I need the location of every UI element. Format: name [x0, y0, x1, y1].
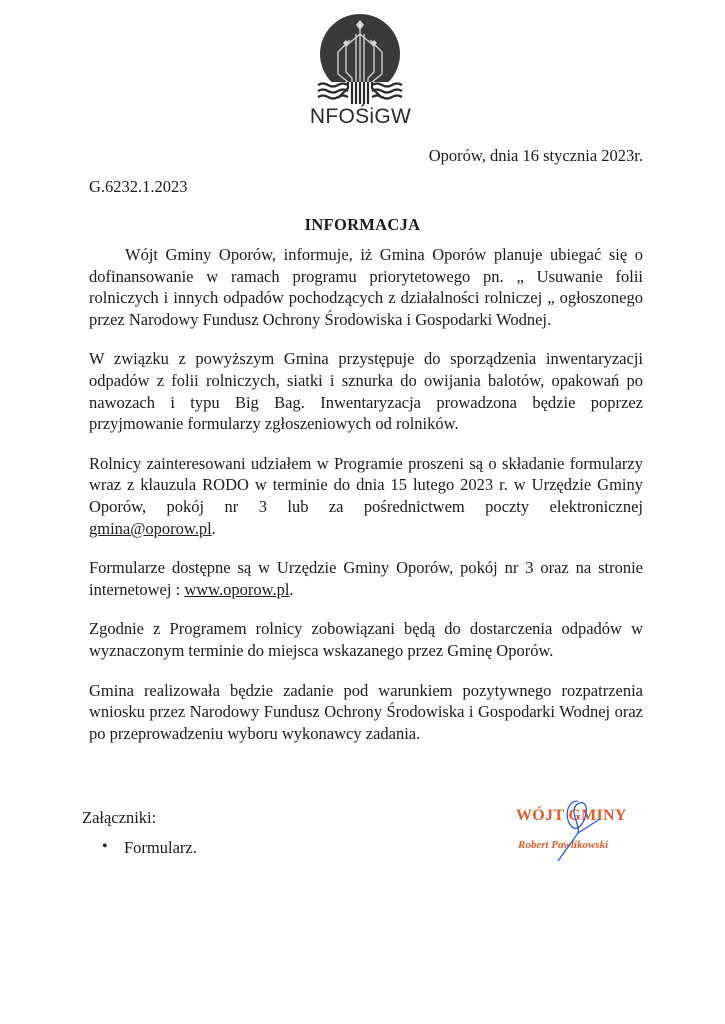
stamp-title: WÓJT GMINY	[516, 807, 627, 824]
date-line: Oporów, dnia 16 stycznia 2023r.	[428, 146, 643, 165]
logo-emblem-icon	[298, 12, 423, 107]
paragraph-3-text: Rolnicy zainteresowani udziałem w Programie proszeni są o składanie formularzy wraz z klauzula RODO w terminie do dnia 15 lutego 2023 r. w Urzędzie Gminy Oporów, pokój nr 3 lub za pośrednictwem poczty elektronicznej	[89, 453, 643, 516]
paragraph-5: Zgodnie z Programem rolnicy zobowiązani będą do dostarczenia odpadów w wyznaczonym terminie do miejsca wskazanego przez Gminę Oporów.	[89, 619, 643, 660]
attachment-item: • Formularz.	[102, 838, 197, 858]
website-link[interactable]: www.oporow.pl	[184, 579, 290, 599]
logo-text: NFOŚiGW	[309, 105, 412, 128]
paragraph-3-end: .	[211, 518, 216, 538]
reference-number: G.6232.1.2023	[89, 177, 188, 196]
signature-icon	[508, 797, 648, 877]
nfosigw-logo	[298, 12, 423, 134]
paragraph-4	[89, 557, 643, 600]
attachments-list	[102, 838, 197, 858]
paragraph-6: Gmina realizowała będzie zadanie pod warunkiem pozytywnego rozpatrzenia wniosku przez Narodowy Fundusz Ochrony Środowiska i Gospodarki Wodnej oraz po przeprowadzeniu wyboru wykonawcy zadania.	[89, 680, 643, 743]
document-body	[89, 244, 643, 762]
paragraph-4-end: .	[289, 579, 294, 599]
paragraph-1: Wójt Gminy Oporów, informuje, iż Gmina Oporów planuje ubiegać się o dofinansowanie w ramach programu priorytetowego pn. „ Usuwanie folii rolniczych i innych odpadów pochodzących z działalności rolniczej „ ogłoszonego przez Narodowy Fundusz Ochrony Środowiska i Gospodarki Wodnej.	[89, 245, 643, 329]
paragraph-2: W związku z powyższym Gmina przystępuje do sporządzenia inwentaryzacji odpadów z folii rolniczych, siatki i sznurka do owijania balotów, opakowań po nawozach i typu Big Bag. Inwentaryzacja prowadzona będzie poprzez przyjmowanie formularzy zgłoszeniowych od rolników.	[89, 349, 643, 434]
stamp-name: Robert Pawlikowski	[518, 839, 609, 851]
paragraph-4-text: Formularze dostępne są w Urzędzie Gminy Oporów, pokój nr 3 oraz na stronie internetowej :	[89, 558, 643, 599]
document-title: INFORMACJA	[304, 215, 421, 234]
attachments-label: Załączniki:	[82, 808, 157, 827]
email-link[interactable]: gmina@oporow.pl	[89, 518, 212, 538]
paragraph-3	[89, 453, 643, 539]
official-stamp	[508, 797, 648, 867]
